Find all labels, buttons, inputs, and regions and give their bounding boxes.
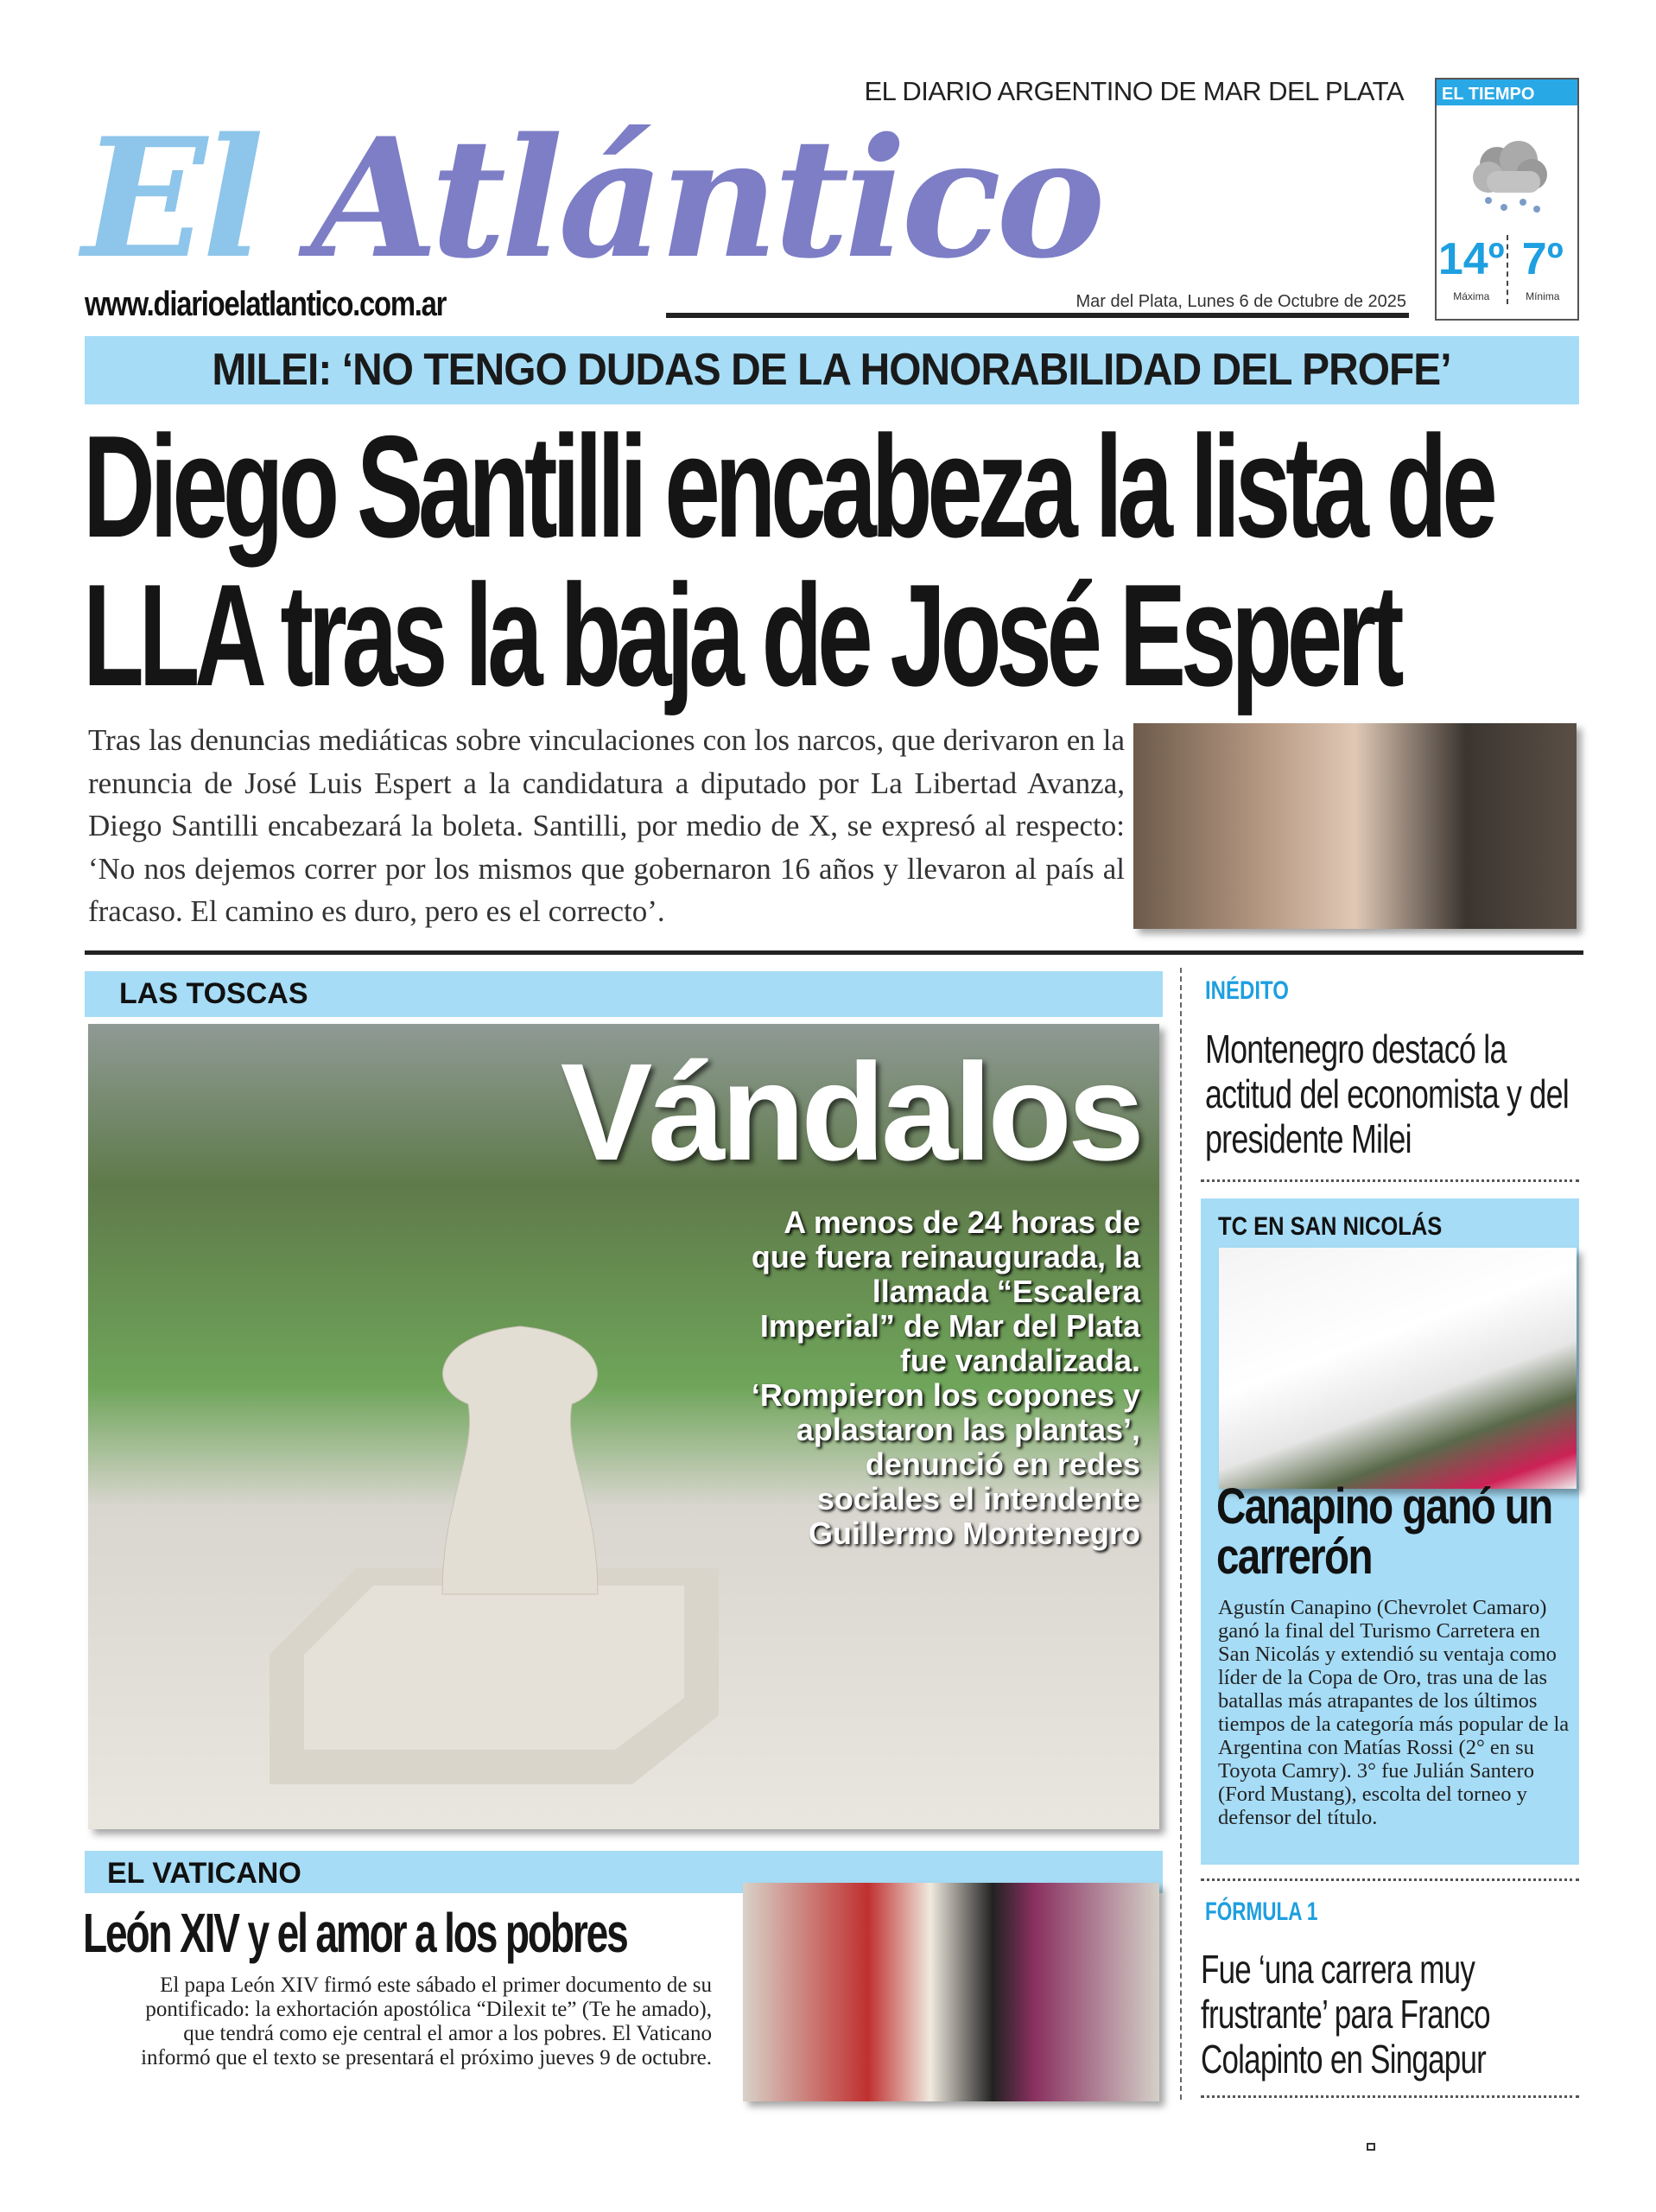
main-headline-line-2[interactable]: LLA tras la baja de José Espert — [83, 554, 1399, 716]
min-temp: 7º — [1521, 234, 1564, 284]
pope-photo[interactable] — [743, 1883, 1159, 2101]
main-lede: Tras las denuncias mediáticas sobre vinculaciones con los narcos, que derivaron en la renuncia de José Luis Espert a la candidatura a diputado por La Libertad Avanza, Diego Santilli encabezará la boleta. Santilli, por medio de X, se expresó al respecto: ‘No nos dejemos correr por los mismos que gobernaron 16 años y llevaron al país al fracaso. El camino es duro, pero es el correcto’. — [88, 723, 1125, 928]
vandalos-caption: A menos de 24 horas de que fuera reinaugurada, la llamada “Escalera Imperial” de Mar del Plata fue vandalizada. ‘Rompieron los copones y aplastaron las plantas’, denunció en redes sociales el intendente Guillermo Montenegro — [751, 1205, 1140, 1551]
logo[interactable] — [82, 102, 1101, 295]
canapino-photo[interactable] — [1219, 1248, 1577, 1489]
kicker-formula-1: FÓRMULA 1 — [1205, 1897, 1318, 1926]
canapino-headline[interactable]: Canapino ganó un carrerón — [1216, 1478, 1552, 1585]
max-label: Máxima — [1453, 290, 1490, 302]
pedestal-image — [270, 1283, 719, 1784]
main-headline-line-1[interactable]: Diego Santilli encabeza la lista de — [83, 405, 1493, 568]
vandalos-photo[interactable] — [88, 1024, 1159, 1829]
divider — [1201, 2095, 1579, 2098]
column-divider — [1180, 968, 1182, 2100]
divider — [666, 313, 1409, 318]
f1-headline[interactable]: Fue ‘una carrera muy frustrante’ para Franco Colapinto en Singapur — [1201, 1947, 1490, 2082]
vandalos-title[interactable]: Vándalos — [560, 1034, 1140, 1189]
min-label: Mínima — [1526, 290, 1560, 302]
logo-el: El — [82, 102, 259, 295]
section-las-toscas: LAS TOSCAS — [85, 971, 1163, 1017]
issue-date: Mar del Plata, Lunes 6 de Octubre de 2025 — [1075, 292, 1406, 311]
page-marker-icon — [1367, 2143, 1375, 2151]
rain-cloud-icon — [1462, 138, 1558, 216]
kicker-inedito: INÉDITO — [1205, 976, 1289, 1005]
vaticano-body: El papa León XIV firmó este sábado el primer documento de su pontificado: la exhortación apostólica “Dilexit te” (Te he amado), que tendrá como eje central el amor a los pobres. El Vaticano informó que el texto se presentará el próximo jueves 9 de octubre. — [141, 1974, 712, 2069]
divider — [85, 950, 1583, 955]
vaticano-headline[interactable]: León XIV y el amor a los pobres — [83, 1902, 627, 1964]
tc-box — [1201, 1198, 1579, 1865]
santilli-espert-photo[interactable] — [1133, 723, 1577, 929]
logo-main: Atlántico — [311, 102, 1101, 295]
tagline: EL DIARIO ARGENTINO DE MAR DEL PLATA — [864, 76, 1404, 106]
top-banner[interactable]: MILEI: ‘NO TENGO DUDAS DE LA HONORABILIDAD DEL PROFE’ — [85, 336, 1579, 404]
weather-title: EL TIEMPO — [1437, 79, 1577, 105]
max-temp: 14º — [1437, 234, 1505, 284]
section-el-vaticano: EL VATICANO — [85, 1851, 1163, 1893]
weather-box — [1435, 78, 1579, 321]
divider — [1201, 1179, 1579, 1182]
canapino-body: Agustín Canapino (Chevrolet Camaro) ganó la final del Turismo Carretera en San Nicolás y extendió su ventaja como líder de la Copa de Oro, tras una de las batallas más atrapantes de los últimos tiempos de la categoría más popular de la Argentina con Matías Rossi (2° en su Toyota Camry). 3° fue Julián Santero (Ford Mustang), escolta del torneo y defensor del título. — [1218, 1596, 1570, 1829]
website-url[interactable]: www.diarioelatlantico.com.ar — [85, 285, 447, 323]
inedito-headline[interactable]: Montenegro destacó la actitud del economista y del presidente Milei — [1205, 1027, 1569, 1161]
divider — [1201, 1878, 1579, 1881]
kicker-tc: TC EN SAN NICOLÁS — [1218, 1212, 1443, 1241]
